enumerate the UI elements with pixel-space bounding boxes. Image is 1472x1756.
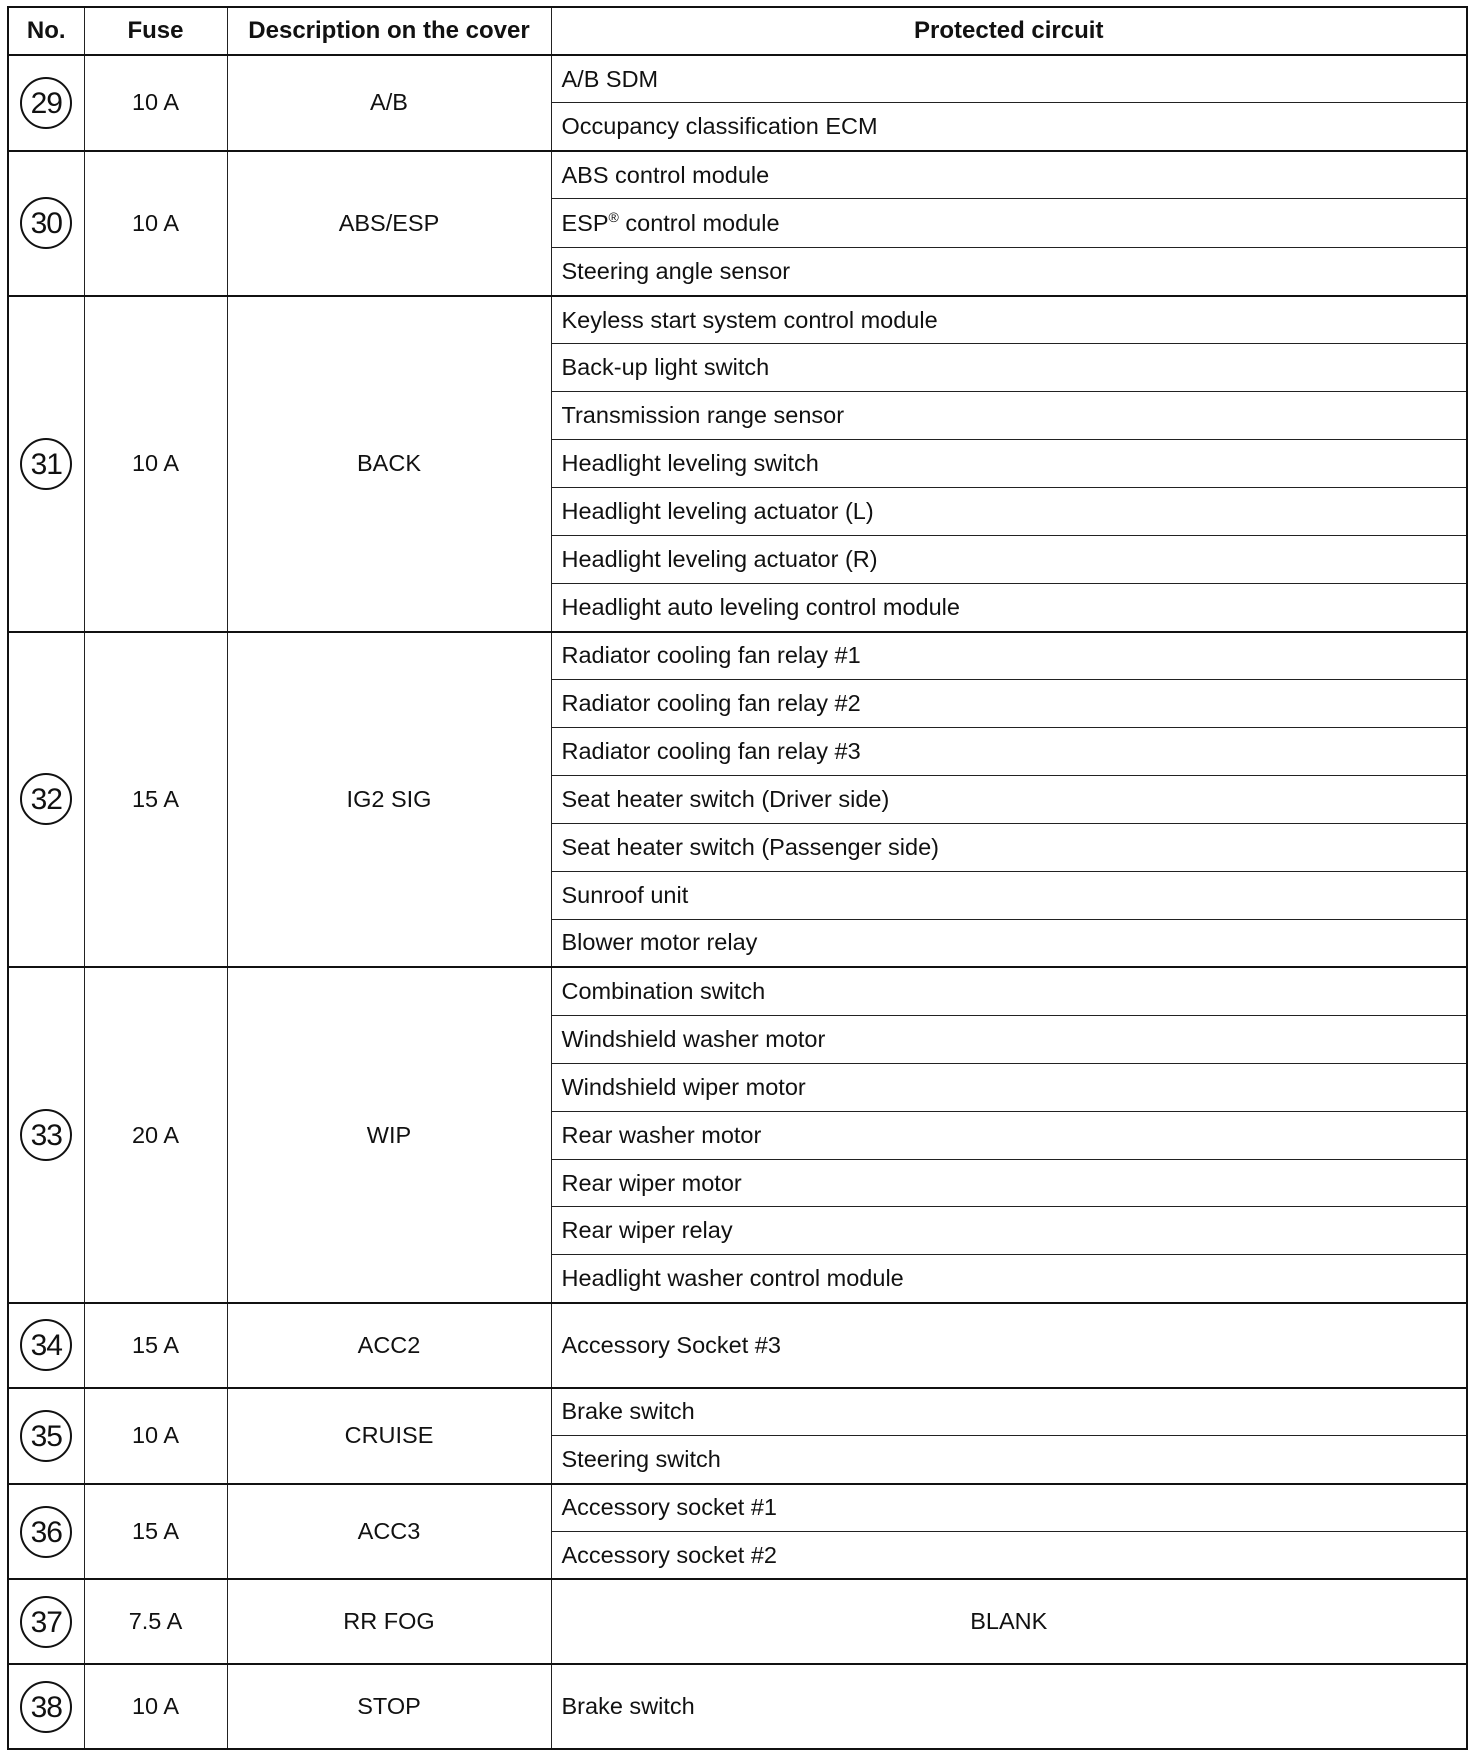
protected-circuit: A/B SDM — [551, 55, 1467, 103]
cover-description: CRUISE — [227, 1388, 551, 1484]
fuse-rating: 10 A — [84, 151, 227, 296]
fuse-number: 35 — [20, 1410, 72, 1462]
protected-circuit: Sunroof unit — [551, 871, 1467, 919]
table-row — [8, 1484, 1467, 1532]
cover-description: STOP — [227, 1664, 551, 1749]
header-description: Description on the cover — [227, 7, 551, 55]
protected-circuit: Windshield washer motor — [551, 1015, 1467, 1063]
fuse-number-cell — [8, 1303, 84, 1388]
fuse-number-cell — [8, 55, 84, 151]
protected-circuit: Rear wiper motor — [551, 1159, 1467, 1207]
fuse-number-cell — [8, 1388, 84, 1484]
cover-description: A/B — [227, 55, 551, 151]
cover-description: ACC3 — [227, 1484, 551, 1580]
protected-circuit: Blower motor relay — [551, 919, 1467, 967]
esp-label: ESP — [561, 209, 609, 236]
fuse-number: 32 — [20, 773, 72, 825]
fuse-number: 31 — [20, 438, 72, 490]
esp-suffix: control module — [618, 209, 780, 236]
fuse-rating: 20 A — [84, 967, 227, 1303]
table-row — [8, 1664, 1467, 1749]
protected-circuit: Combination switch — [551, 967, 1467, 1015]
fuse-number-cell — [8, 1579, 84, 1664]
fuse-number: 38 — [20, 1681, 72, 1733]
protected-circuit: Keyless start system control module — [551, 296, 1467, 344]
table-row — [8, 632, 1467, 680]
fuse-number-cell — [8, 1484, 84, 1580]
protected-circuit: Brake switch — [551, 1388, 1467, 1436]
protected-circuit: Accessory socket #2 — [551, 1532, 1467, 1580]
cover-description: ACC2 — [227, 1303, 551, 1388]
table-row — [8, 55, 1467, 103]
cover-description: BACK — [227, 296, 551, 632]
protected-circuit-blank: BLANK — [551, 1579, 1467, 1664]
fuse-rating: 15 A — [84, 1303, 227, 1388]
cover-description: ABS/ESP — [227, 151, 551, 296]
protected-circuit: Radiator cooling fan relay #2 — [551, 680, 1467, 728]
protected-circuit: Seat heater switch (Passenger side) — [551, 823, 1467, 871]
fuse-rating: 10 A — [84, 296, 227, 632]
table-row — [8, 1579, 1467, 1664]
fuse-rating: 10 A — [84, 1388, 227, 1484]
fuse-number: 33 — [20, 1109, 72, 1161]
protected-circuit: Transmission range sensor — [551, 392, 1467, 440]
protected-circuit — [551, 199, 1467, 248]
fuse-number: 30 — [20, 197, 72, 249]
header-no: No. — [8, 7, 84, 55]
fuse-number: 37 — [20, 1596, 72, 1648]
fuse-rating: 7.5 A — [84, 1579, 227, 1664]
fuse-number-cell — [8, 151, 84, 296]
protected-circuit: Windshield wiper motor — [551, 1063, 1467, 1111]
fuse-number-cell — [8, 967, 84, 1303]
protected-circuit: Back-up light switch — [551, 344, 1467, 392]
table-row — [8, 1303, 1467, 1388]
protected-circuit: Rear washer motor — [551, 1111, 1467, 1159]
cover-description: WIP — [227, 967, 551, 1303]
table-row — [8, 296, 1467, 344]
protected-circuit: Seat heater switch (Driver side) — [551, 775, 1467, 823]
protected-circuit: Radiator cooling fan relay #3 — [551, 727, 1467, 775]
fuse-number: 29 — [20, 77, 72, 129]
fuse-number-cell — [8, 296, 84, 632]
cover-description: IG2 SIG — [227, 632, 551, 968]
protected-circuit: Headlight leveling actuator (L) — [551, 488, 1467, 536]
protected-circuit: Headlight leveling actuator (R) — [551, 536, 1467, 584]
registered-mark: ® — [608, 208, 619, 225]
fuse-rating: 10 A — [84, 55, 227, 151]
fuse-number-cell — [8, 1664, 84, 1749]
protected-circuit: Headlight leveling switch — [551, 440, 1467, 488]
fuse-number: 36 — [20, 1506, 72, 1558]
protected-circuit: Accessory Socket #3 — [551, 1303, 1467, 1388]
fuse-table — [7, 6, 1468, 1750]
table-row — [8, 1388, 1467, 1436]
protected-circuit: Radiator cooling fan relay #1 — [551, 632, 1467, 680]
protected-circuit: Accessory socket #1 — [551, 1484, 1467, 1532]
header-row — [8, 7, 1467, 55]
protected-circuit: Headlight washer control module — [551, 1255, 1467, 1303]
cover-description: RR FOG — [227, 1579, 551, 1664]
protected-circuit: Steering switch — [551, 1436, 1467, 1484]
header-protected-circuit: Protected circuit — [551, 7, 1467, 55]
header-fuse: Fuse — [84, 7, 227, 55]
protected-circuit: Steering angle sensor — [551, 248, 1467, 296]
table-row — [8, 967, 1467, 1015]
protected-circuit: Headlight auto leveling control module — [551, 584, 1467, 632]
fuse-rating: 15 A — [84, 1484, 227, 1580]
fuse-number: 34 — [20, 1319, 72, 1371]
protected-circuit: Brake switch — [551, 1664, 1467, 1749]
protected-circuit: ABS control module — [551, 151, 1467, 199]
fuse-number-cell — [8, 632, 84, 968]
fuse-rating: 10 A — [84, 1664, 227, 1749]
table-row — [8, 151, 1467, 199]
protected-circuit: Rear wiper relay — [551, 1207, 1467, 1255]
fuse-rating: 15 A — [84, 632, 227, 968]
protected-circuit: Occupancy classification ECM — [551, 103, 1467, 151]
